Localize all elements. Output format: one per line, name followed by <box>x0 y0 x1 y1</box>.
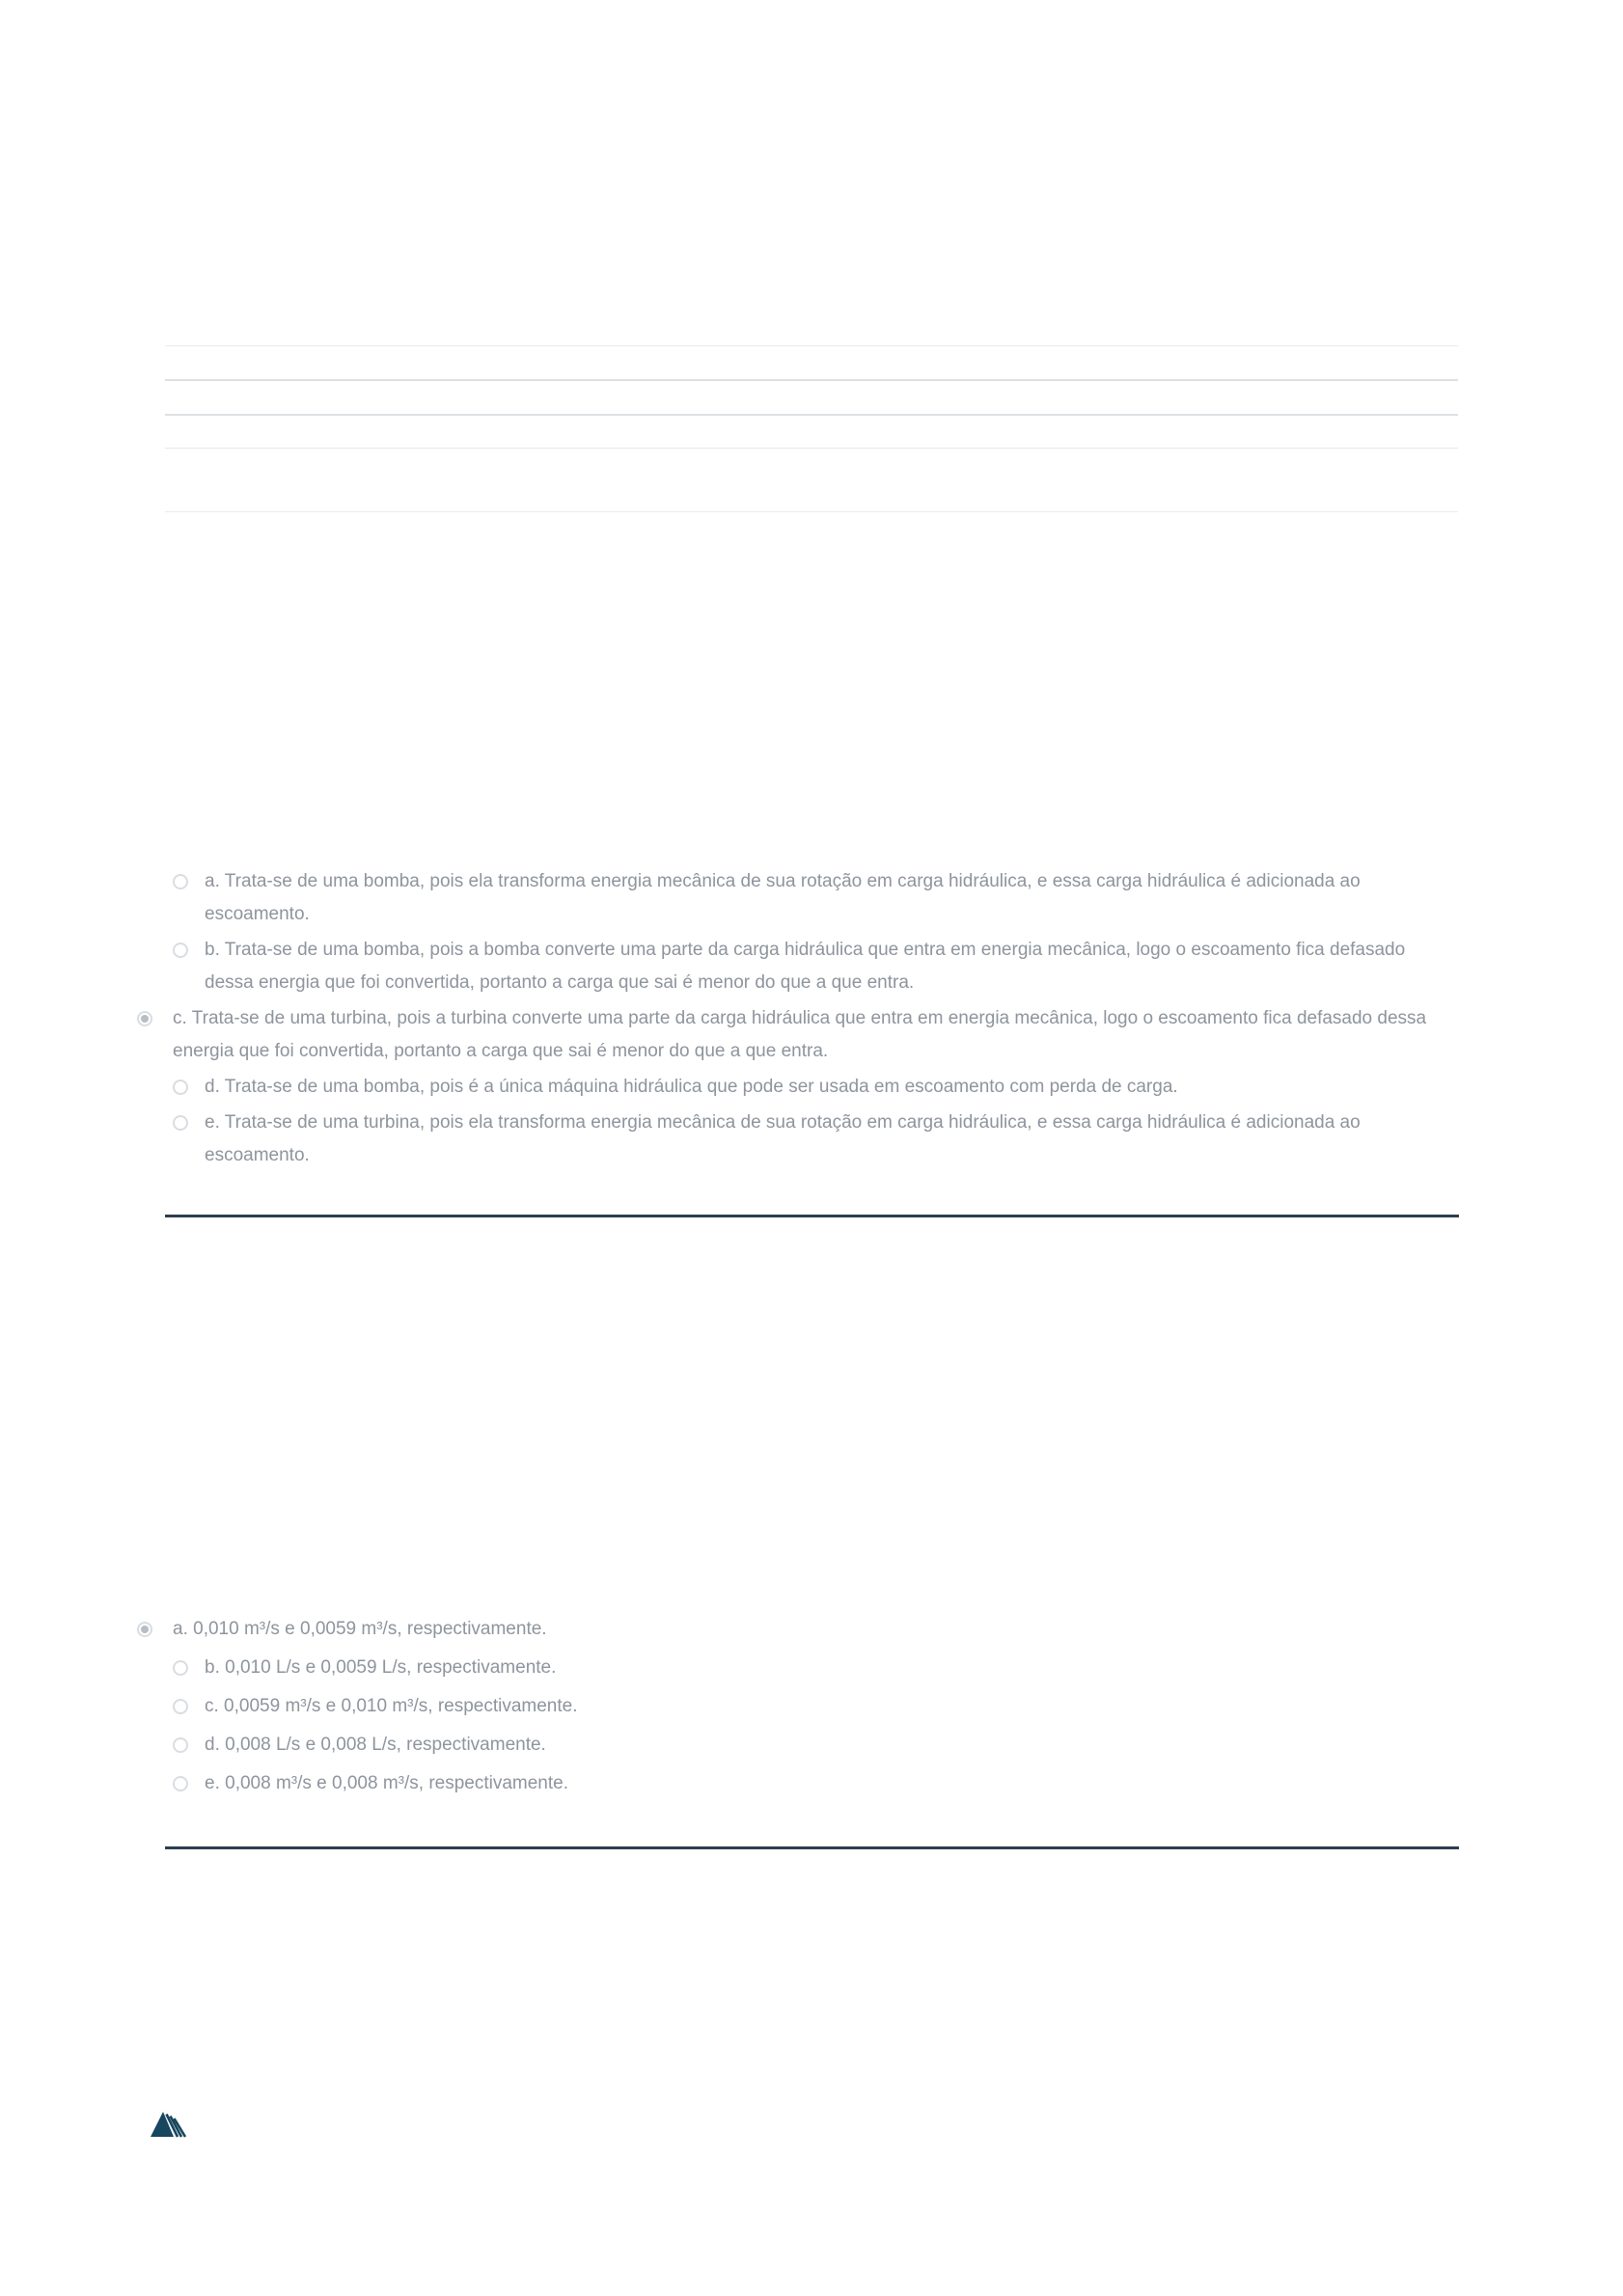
answer-option-label[interactable]: e. 0,008 m³/s e 0,008 m³/s, respectivamente. <box>205 1773 569 1793</box>
answer-option-d[interactable] <box>0 1729 1623 1762</box>
question-2-options <box>0 1613 1623 1806</box>
answer-option-label[interactable]: a. Trata-se de uma bomba, pois ela transforma energia mecânica de sua rotação em carga hidráulica, e essa carga hidráulica é adicionada ao escoamento. <box>205 871 1361 924</box>
table-border-line <box>165 379 1458 381</box>
radio-button-icon[interactable] <box>173 1660 188 1676</box>
answer-option-d[interactable] <box>0 1071 1623 1104</box>
answer-option-label[interactable]: d. Trata-se de uma bomba, pois é a única máquina hidráulica que pode ser usada em escoamento com perda de carga. <box>205 1077 1178 1097</box>
answer-option-c[interactable] <box>0 1002 1623 1068</box>
radio-button-icon[interactable] <box>173 1080 188 1095</box>
section-divider <box>165 1215 1459 1217</box>
table-border-line <box>165 511 1458 512</box>
answer-option-b[interactable] <box>0 1652 1623 1684</box>
answer-option-a[interactable] <box>0 865 1623 931</box>
radio-button-icon[interactable] <box>173 1737 188 1753</box>
answer-option-c[interactable] <box>0 1690 1623 1723</box>
radio-button-icon[interactable] <box>173 1115 188 1131</box>
section-divider <box>165 1846 1459 1849</box>
radio-button-icon[interactable] <box>173 1776 188 1791</box>
answer-option-label[interactable]: b. 0,010 L/s e 0,0059 L/s, respectivamente. <box>205 1657 557 1678</box>
answer-option-label[interactable]: a. 0,010 m³/s e 0,0059 m³/s, respectivamente. <box>173 1619 547 1639</box>
answer-option-e[interactable] <box>0 1767 1623 1800</box>
answer-option-label[interactable]: c. 0,0059 m³/s e 0,010 m³/s, respectivamente. <box>205 1696 578 1716</box>
mountain-stripes-logo-icon <box>151 2111 191 2138</box>
radio-button-icon[interactable] <box>137 1011 152 1026</box>
answer-option-b[interactable] <box>0 934 1623 999</box>
table-border-line <box>165 345 1458 346</box>
answer-option-label[interactable]: b. Trata-se de uma bomba, pois a bomba converte uma parte da carga hidráulica que entra em energia mecânica, logo o escoamento fica defasado dessa energia que foi convertida, portanto a carga que sai é menor do que a que entra. <box>205 940 1406 993</box>
radio-button-icon[interactable] <box>173 943 188 958</box>
answer-option-label[interactable]: d. 0,008 L/s e 0,008 L/s, respectivamente. <box>205 1735 546 1755</box>
answer-option-a[interactable] <box>0 1613 1623 1646</box>
radio-button-icon[interactable] <box>173 874 188 889</box>
table-border-line <box>165 448 1458 449</box>
answer-option-label[interactable]: c. Trata-se de uma turbina, pois a turbina converte uma parte da carga hidráulica que entra em energia mecânica, logo o escoamento fica defasado dessa energia que foi convertida, portanto a carga que sai é menor do que a que entra. <box>173 1008 1427 1061</box>
radio-button-icon[interactable] <box>173 1699 188 1714</box>
answer-option-e[interactable] <box>0 1107 1623 1172</box>
question-1-options <box>0 865 1623 1175</box>
radio-button-icon[interactable] <box>137 1622 152 1637</box>
answer-option-label[interactable]: e. Trata-se de uma turbina, pois ela transforma energia mecânica de sua rotação em carga hidráulica, e essa carga hidráulica é adicionada ao escoamento. <box>205 1112 1361 1165</box>
table-border-line <box>165 414 1458 416</box>
